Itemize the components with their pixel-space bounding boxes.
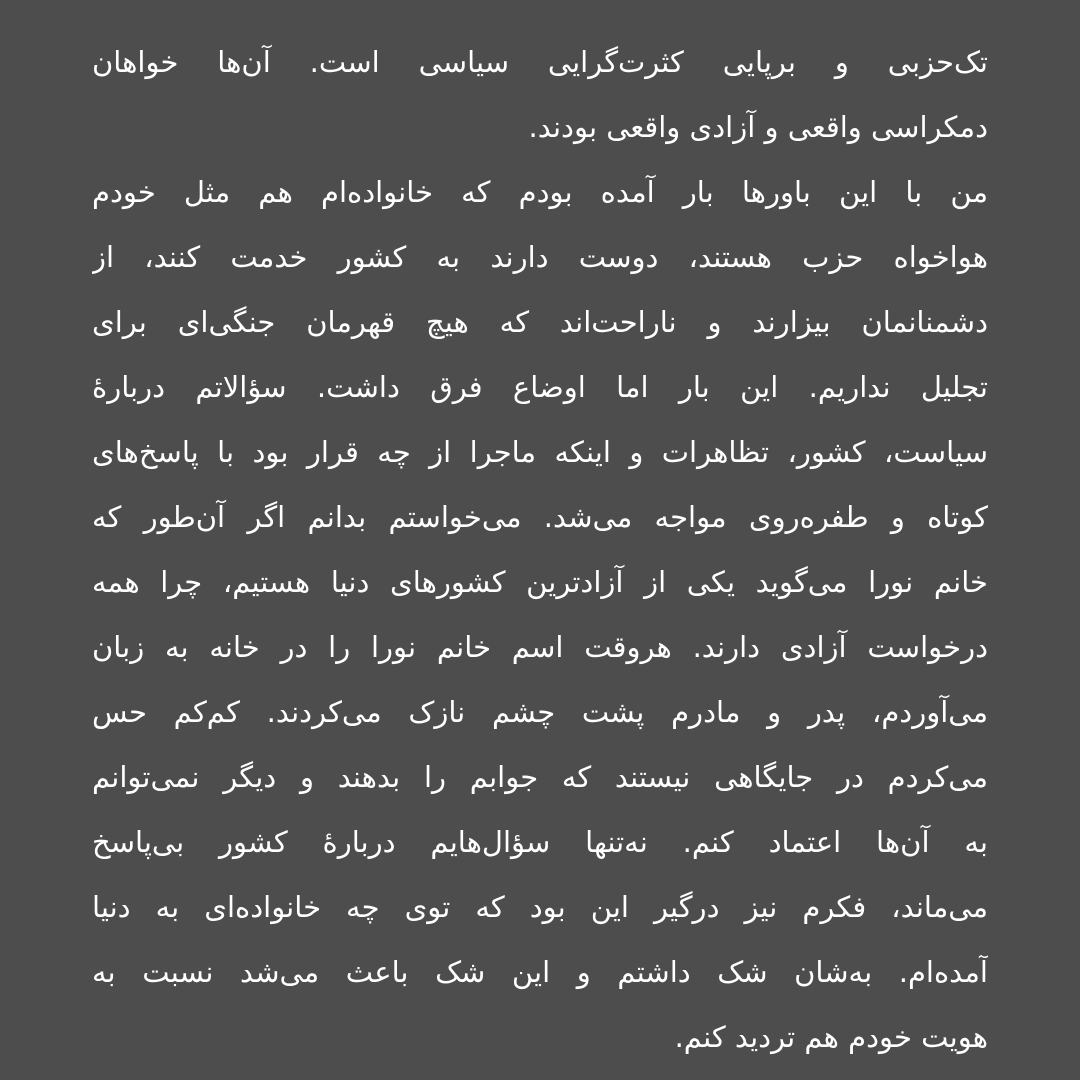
text-line: درخواست آزادی دارند. هروقت اسم خانم نورا را در خانه به زبان xyxy=(92,630,988,664)
text-line: من با این باورها بار آمده بودم که خانواده‌ام هم مثل خودم xyxy=(92,175,988,209)
text-line: کوتاه و طفره‌روی مواجه می‌شد. می‌خواستم بدانم اگر آن‌طور که xyxy=(92,500,988,534)
text-line: به آن‌ها اعتماد کنم. نه‌تنها سؤال‌هایم دربارهٔ کشور بی‌پاسخ xyxy=(92,825,988,859)
text-line: آمده‌ام. به‌شان شک داشتم و این شک باعث می‌شد نسبت به xyxy=(92,955,988,989)
text-line: سیاست، کشور، تظاهرات و اینکه ماجرا از چه قرار بود با پاسخ‌های xyxy=(92,435,988,469)
text-line: هویت خودم هم تردید کنم. xyxy=(674,1020,988,1054)
text-line: دمکراسی واقعی و آزادی واقعی بودند. xyxy=(528,110,988,144)
text-line: می‌آوردم، پدر و مادرم پشت چشم نازک می‌کردند. کم‌کم حس xyxy=(92,695,988,729)
text-line: می‌کردم در جایگاهی نیستند که جوابم را بدهند و دیگر نمی‌توانم xyxy=(92,760,988,794)
text-line: خانم نورا می‌گوید یکی از آزادترین کشورهای دنیا هستیم، چرا همه xyxy=(92,565,988,599)
text-line: هواخواه حزب هستند، دوست دارند به کشور خدمت کنند، از xyxy=(92,240,988,274)
text-body xyxy=(92,30,988,1070)
text-line: تجلیل نداریم. این بار اما اوضاع فرق داشت. سؤالاتم دربارهٔ xyxy=(92,370,988,404)
text-line: تک‌حزبی و برپایی کثرت‌گرایی سیاسی است. آن‌ها خواهان xyxy=(92,45,988,79)
text-line: می‌ماند، فکرم نیز درگیر این بود که توی چه خانواده‌ای به دنیا xyxy=(92,890,988,924)
text-line: دشمنانمان بیزارند و ناراحت‌اند که هیچ قهرمان جنگی‌ای برای xyxy=(92,305,988,339)
